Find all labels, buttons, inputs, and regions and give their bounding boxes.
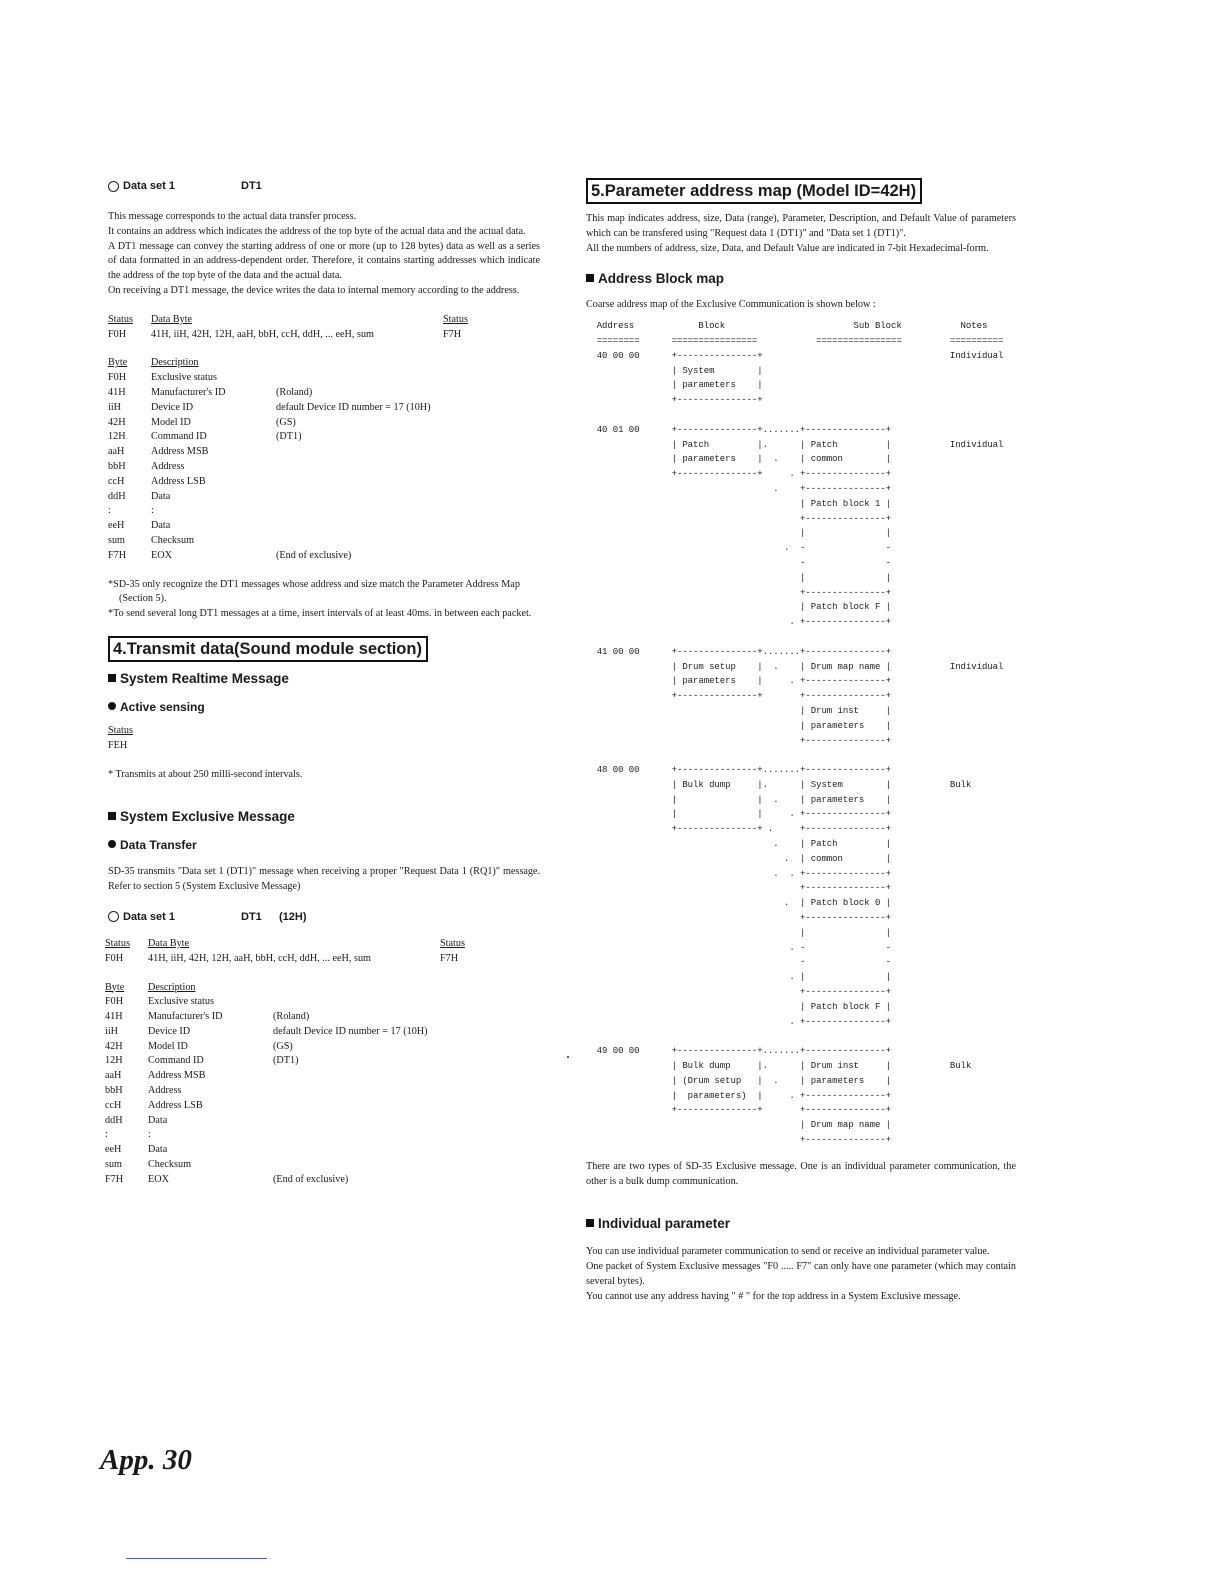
byte-detail: (Roland): [273, 1011, 310, 1023]
intro-paragraph: A DT1 message can convey the starting address of one or more (up to 128 bytes) data as well as a series of data formatted in an address-dependent order. Therefore, it contains starting addresses which indicate the address of the top byte of the data and the actual data.: [108, 240, 540, 282]
byte-detail: (Roland): [276, 386, 313, 398]
byte-description: Address LSB: [148, 1099, 203, 1111]
byte-row: [105, 1143, 540, 1158]
byte-row: [105, 1040, 540, 1055]
data-transfer-heading: Data Transfer: [108, 837, 540, 853]
status-end-header: Status: [443, 313, 468, 325]
byte-row: [105, 1128, 540, 1143]
byte-row: [108, 386, 540, 401]
byte-code: :: [105, 1129, 108, 1141]
byte-description: Address LSB: [151, 475, 206, 487]
byte-description: Checksum: [148, 1159, 192, 1171]
data-set-1-heading: [108, 178, 540, 194]
active-sensing-note: * Transmits at about 250 milli-second intervals.: [108, 768, 303, 780]
byte-code: ddH: [105, 1114, 123, 1126]
byte-detail: (GS): [276, 416, 296, 428]
byte-code: eeH: [108, 520, 125, 532]
data-set-code: DT1: [241, 180, 262, 192]
byte-row: [108, 549, 540, 564]
byte-row: [108, 416, 540, 431]
byte-row: [108, 445, 540, 460]
byte-detail: (End of exclusive): [276, 549, 352, 561]
byte-row: [105, 995, 540, 1010]
byte-row: [105, 1010, 540, 1025]
byte-description: Model ID: [151, 416, 191, 428]
byte-code: 42H: [105, 1040, 123, 1052]
byte-code: :: [108, 505, 111, 517]
byte-description: Address: [148, 1085, 182, 1097]
byte-row: [105, 1173, 540, 1188]
byte-code: iiH: [105, 1025, 119, 1037]
map-intro-paragraph: All the numbers of address, size, Data, and Default Value are indicated in 7-bit Hexadecimal-form.: [586, 242, 989, 254]
byte-description: Command ID: [148, 1055, 204, 1067]
page-label: App. 30: [100, 1444, 192, 1476]
byte-detail: default Device ID number = 17 (10H): [273, 1025, 428, 1037]
byte-description: :: [151, 505, 154, 517]
byte-code: ddH: [108, 490, 126, 502]
byte-description: :: [148, 1129, 151, 1141]
byte-description: Model ID: [148, 1040, 188, 1052]
data-set-name: Data set 1: [123, 910, 175, 923]
byte-row: [105, 1099, 540, 1114]
byte-description: EOX: [148, 1173, 169, 1185]
open-circle-icon: [108, 181, 119, 192]
byte-description: Address MSB: [148, 1070, 206, 1082]
map-intro-paragraph: This map indicates address, size, Data (range), Parameter, Description, and Default Value of parameters which can be transfered using "Request data 1 (DT1)" and "Data set 1 (DT1)".: [586, 213, 1016, 239]
byte-description: Data: [148, 1114, 168, 1126]
intro-paragraph: This message corresponds to the actual data transfer process.: [108, 211, 357, 222]
byte-row: [108, 504, 540, 519]
address-block-map-heading: Address Block map: [586, 270, 1016, 288]
byte-code: F7H: [105, 1173, 124, 1185]
data-set-name: Data set 1: [123, 180, 175, 192]
byte-detail: (DT1): [273, 1055, 299, 1067]
byte-detail: default Device ID number = 17 (10H): [276, 401, 431, 413]
individual-paragraph: You can use individual parameter communication to send or receive an individual parameter value.: [586, 1246, 990, 1258]
byte-row: [108, 430, 540, 445]
data-bytes: 41H, iiH, 42H, 12H, aaH, bbH, ccH, ddH, ... eeH, sum: [148, 952, 371, 964]
byte-code: aaH: [108, 446, 125, 458]
active-sensing-heading: Active sensing: [108, 699, 540, 715]
byte-description: Address MSB: [151, 446, 209, 458]
byte-code: 41H: [108, 386, 126, 398]
byte-code: ccH: [108, 475, 125, 487]
byte-row: [108, 534, 540, 549]
status-start: F0H: [108, 328, 127, 340]
byte-header: Byte: [105, 981, 125, 993]
byte-table: [108, 356, 540, 563]
data-set-1-heading-2: [108, 909, 540, 925]
byte-detail: (End of exclusive): [273, 1173, 349, 1185]
byte-description: Address: [151, 460, 185, 472]
stray-mark: [567, 1056, 569, 1058]
byte-code: ccH: [105, 1099, 122, 1111]
data-byte-header: Data Byte: [148, 937, 190, 949]
byte-row: [108, 460, 540, 475]
byte-row: [105, 1025, 540, 1040]
byte-code: 12H: [108, 431, 126, 443]
status-header: Status: [105, 937, 130, 949]
status-table: [108, 313, 540, 343]
byte-code: bbH: [108, 460, 126, 472]
byte-table-2: [105, 981, 540, 1188]
byte-code: aaH: [105, 1070, 122, 1082]
system-exclusive-heading: System Exclusive Message: [108, 808, 540, 826]
byte-row: [105, 1069, 540, 1084]
status-table-2: [105, 937, 540, 967]
system-realtime-heading: System Realtime Message: [108, 670, 540, 688]
left-column: [105, 178, 540, 1188]
data-byte-header: Data Byte: [151, 313, 193, 325]
intro-paragraph: It contains an address which indicates the address of the top byte of the actual data and the actual data.: [108, 225, 526, 237]
byte-description: Data: [151, 520, 171, 532]
status-end-header: Status: [440, 937, 465, 949]
right-column: [586, 178, 1016, 1305]
byte-row: [105, 1114, 540, 1129]
open-circle-icon: [108, 911, 119, 922]
status-start: F0H: [105, 952, 124, 964]
intro-paragraph: On receiving a DT1 message, the device writes the data to internal memory according to the address.: [108, 284, 520, 296]
data-transfer-paragraph: SD-35 transmits "Data set 1 (DT1)" message when receiving a proper "Request Data 1 (RQ1)" message. Refer to section 5 (System Exclusive Message): [108, 866, 540, 893]
byte-row: [105, 1084, 540, 1099]
byte-row: [108, 490, 540, 505]
note: *SD-35 only recognize the DT1 messages whose address and size match the Parameter Address Map (Section 5).: [108, 578, 520, 605]
individual-paragraph: You cannot use any address having " # " for the top address in a System Exclusive message.: [586, 1290, 961, 1302]
byte-row: [108, 519, 540, 534]
byte-code: 42H: [108, 416, 126, 428]
status-header: Status: [108, 313, 133, 325]
byte-description: Data: [148, 1144, 168, 1156]
byte-description: Checksum: [151, 534, 195, 546]
byte-description: Exclusive status: [148, 996, 214, 1008]
byte-code: bbH: [105, 1085, 123, 1097]
byte-description: EOX: [151, 549, 172, 561]
byte-row: [108, 371, 540, 386]
byte-code: iiH: [108, 401, 122, 413]
byte-detail: (DT1): [276, 431, 302, 443]
description-header: Description: [148, 981, 196, 993]
byte-detail: (GS): [273, 1040, 293, 1052]
address-block-map: Address Block Sub Block Notes ======== ================ ================ ========== 40 00 00 +---------------+ Individual | System | | parameters | +---------------+ 40 01 00 +---------------+.......+---------------+ | Patch |. | Patch | Individual | parameters | . | common | +---------------+ . +---------------+ . +---------------+ | Patch block 1 | +---------------+ | | . - - - - | | +---------------+ | Patch block F | . +---------------+ 41 00 00 +---------------+.......+---------------+ | Drum setup | . | Drum map name | Individual | parameters | . +---------------+ +---------------+ +---------------+ | Drum inst | | parameters | +---------------+ 48 00 00 +---------------+.......+---------------+ | Bulk dump |. | System | Bulk | | . | parameters | | | . +---------------+ +---------------+ . +---------------+ . | Patch | . | common | . . +---------------+ +---------------+ . | Patch block 0 | +---------------+ | | . - - - - . | | +---------------+ | Patch block F | . +---------------+ 49 00 00 +---------------+.......+---------------+ | Bulk dump |. | Drum inst | Bulk | (Drum setup | . | parameters | | parameters) | . +---------------+ +---------------+ +---------------+ | Drum map name | +---------------+: [596, 321, 1004, 1146]
status-end: F7H: [443, 328, 462, 340]
data-set-code: DT1: [241, 910, 262, 923]
data-set-hex: (12H): [279, 910, 307, 923]
byte-code: 41H: [105, 1011, 123, 1023]
section-4-title: 4.Transmit data(Sound module section): [108, 636, 428, 662]
byte-row: [105, 1054, 540, 1069]
byte-description: Exclusive status: [151, 372, 217, 384]
individual-parameter-heading: Individual parameter: [586, 1215, 1016, 1233]
byte-code: F0H: [108, 372, 127, 384]
active-status-label: Status: [108, 724, 133, 736]
description-header: Description: [151, 357, 199, 369]
byte-code: eeH: [105, 1144, 122, 1156]
byte-description: Manufacturer's ID: [151, 386, 226, 398]
footer-rule: [126, 1558, 267, 1559]
byte-description: Data: [151, 490, 171, 502]
byte-code: sum: [105, 1159, 122, 1171]
byte-code: sum: [108, 534, 125, 546]
byte-code: F0H: [105, 996, 124, 1008]
byte-row: [108, 401, 540, 416]
status-end: F7H: [440, 952, 459, 964]
byte-row: [108, 475, 540, 490]
byte-description: Manufacturer's ID: [148, 1011, 223, 1023]
byte-description: Device ID: [151, 401, 194, 413]
note: *To send several long DT1 messages at a time, insert intervals of at least 40ms. in between each packet.: [108, 608, 532, 620]
section-5-title: 5.Parameter address map (Model ID=42H): [586, 178, 922, 204]
byte-code: F7H: [108, 549, 127, 561]
block-map-intro: Coarse address map of the Exclusive Communication is shown below :: [586, 299, 876, 311]
exclusive-types-paragraph: There are two types of SD-35 Exclusive message. One is an individual parameter communication, the other is a bulk dump communication.: [586, 1160, 1016, 1187]
byte-description: Device ID: [148, 1025, 191, 1037]
individual-paragraph: One packet of System Exclusive messages "F0 ..... F7" can only have one parameter (which may contain several bytes).: [586, 1261, 1016, 1287]
byte-row: [105, 1158, 540, 1173]
active-status-value: FEH: [108, 739, 128, 751]
byte-description: Command ID: [151, 431, 207, 443]
byte-code: 12H: [105, 1055, 123, 1067]
data-bytes: 41H, iiH, 42H, 12H, aaH, bbH, ccH, ddH, ... eeH, sum: [151, 328, 374, 340]
byte-header: Byte: [108, 357, 128, 369]
